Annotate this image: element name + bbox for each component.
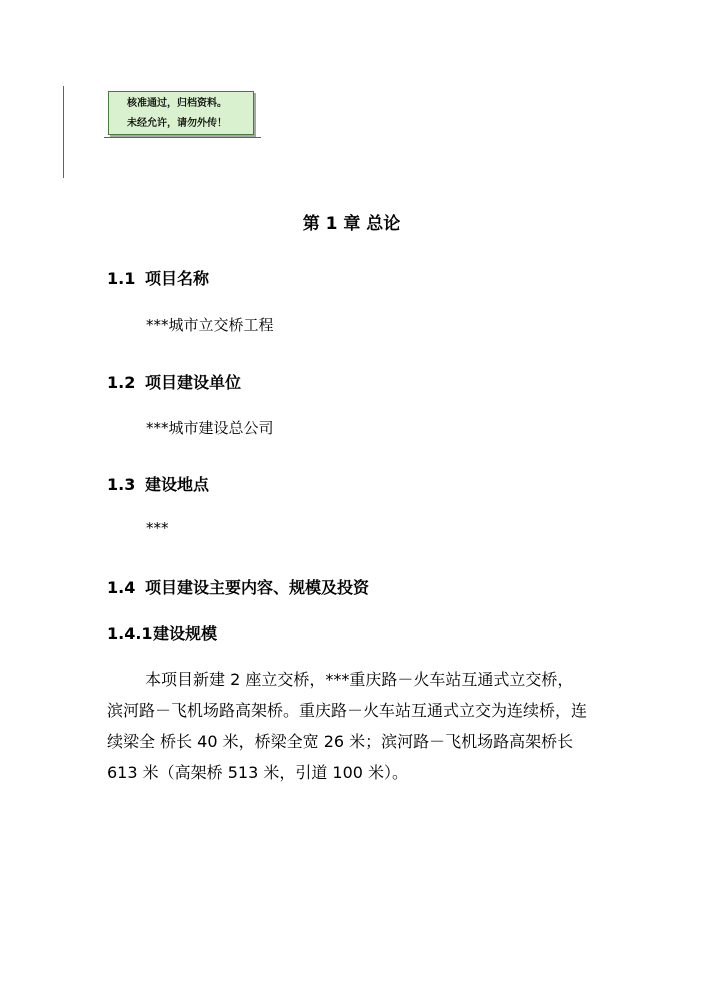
stamp-line-1: 核准通过，归档资料。 bbox=[127, 98, 227, 109]
margin-rule bbox=[63, 86, 64, 178]
stamp-underline bbox=[104, 137, 261, 138]
section-title: 项目建设主要内容、规模及投资 bbox=[145, 578, 370, 597]
section-number: 1.1 bbox=[107, 269, 136, 288]
section-heading-1-1 bbox=[107, 266, 209, 289]
construction-site-value: *** bbox=[146, 519, 169, 537]
subsection-heading-1-4-1 bbox=[107, 621, 217, 644]
stamp-line-2: 未经允许，请勿外传！ bbox=[127, 118, 227, 129]
subsection-title: 建设规模 bbox=[153, 624, 218, 643]
subsection-number: 1.4.1 bbox=[107, 624, 153, 643]
project-name-value: ***城市立交桥工程 bbox=[146, 316, 274, 334]
chapter-title: 第 1 章 总论 bbox=[302, 214, 401, 234]
section-title: 建设地点 bbox=[145, 475, 210, 494]
section-number: 1.4 bbox=[107, 578, 136, 597]
construction-unit-value: ***城市建设总公司 bbox=[146, 419, 274, 437]
section-heading-1-3 bbox=[107, 472, 209, 495]
section-heading-1-2 bbox=[107, 370, 241, 393]
scale-paragraph: 本项目新建 2 座立交桥，***重庆路－火车站互通式立交桥，滨河路－飞机场路高架桥。重庆路－火车站互通式立交为连续桥，连续梁全 桥长 40 米，桥梁全宽 26 米；滨河路－飞机场路高架桥长 613 米（高架桥 513 米，引道 100 米）。 bbox=[107, 670, 588, 782]
section-number: 1.3 bbox=[107, 475, 136, 494]
approval-stamp bbox=[108, 91, 254, 135]
section-title: 项目名称 bbox=[145, 269, 210, 288]
section-heading-1-4 bbox=[107, 575, 369, 598]
section-number: 1.2 bbox=[107, 373, 136, 392]
section-title: 项目建设单位 bbox=[145, 373, 242, 392]
